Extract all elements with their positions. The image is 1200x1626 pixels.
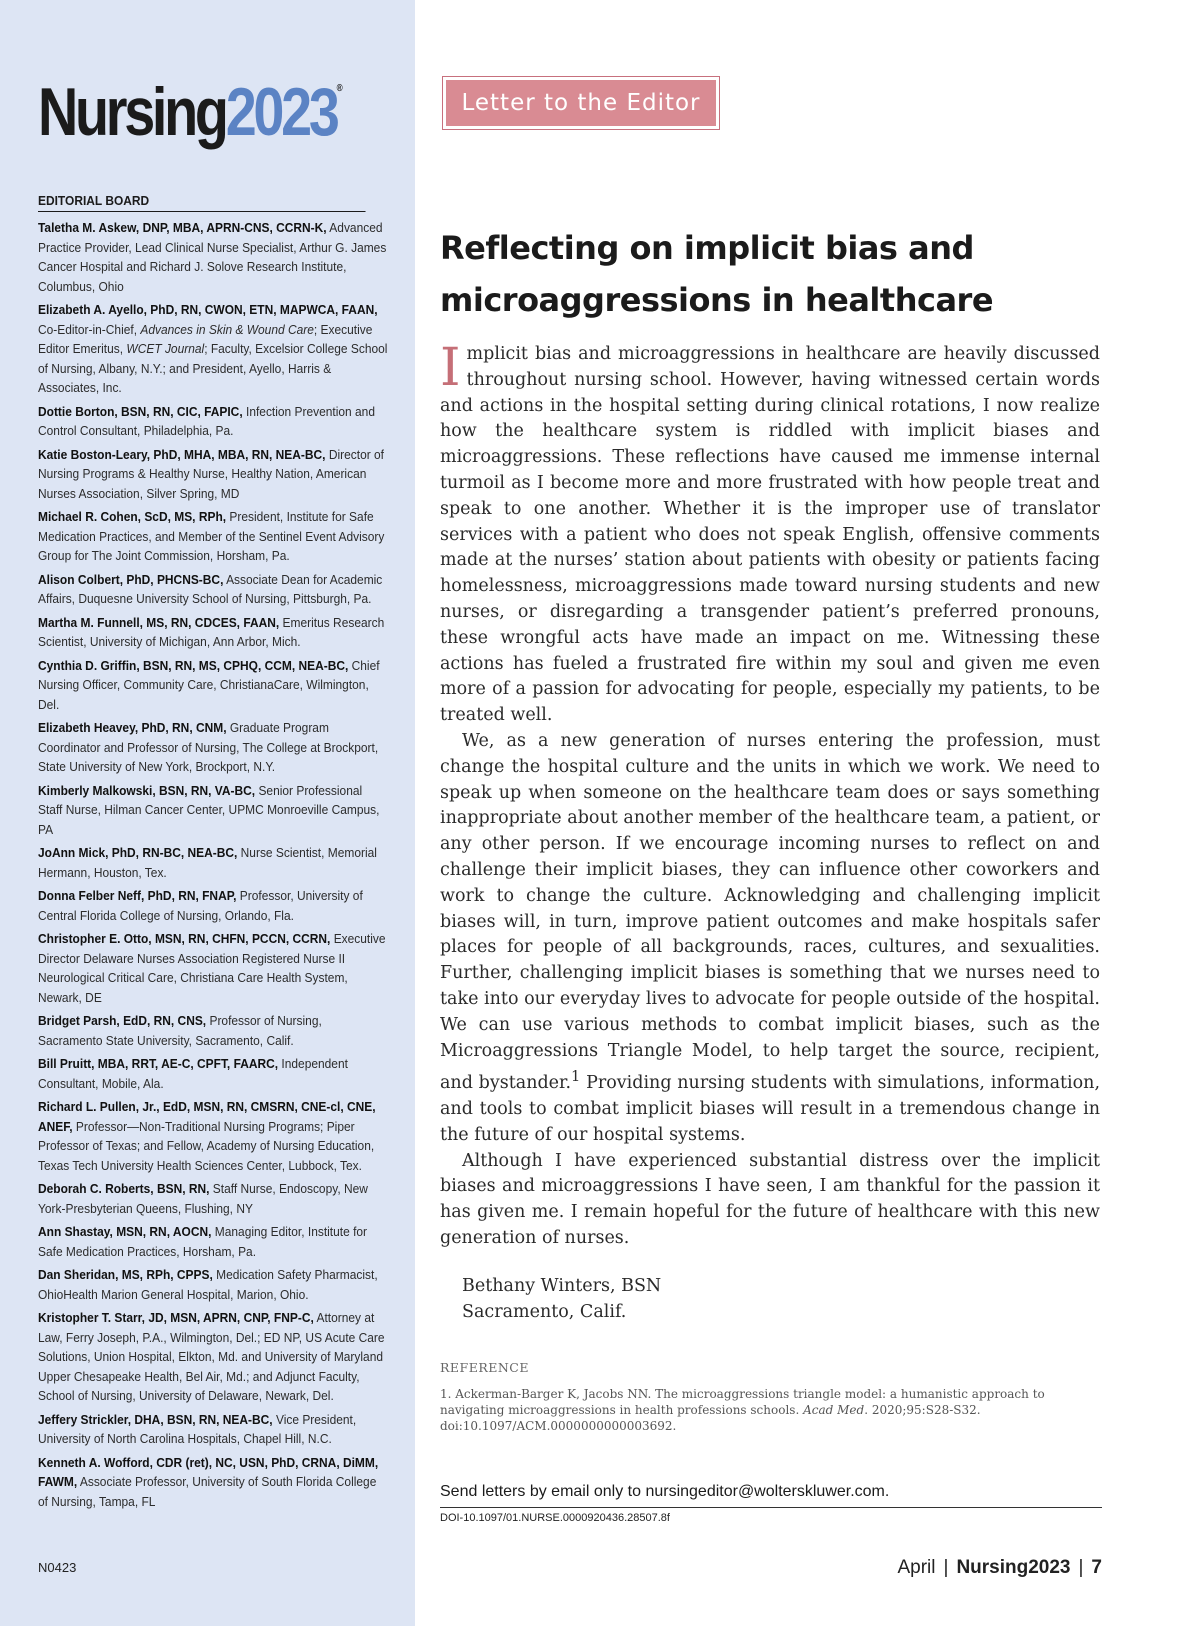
board-member (38, 613, 388, 652)
footer-journal: Nursing2023 (956, 1557, 1071, 1578)
reference-section (440, 1360, 1060, 1434)
page-footer (897, 1557, 1102, 1579)
board-member (38, 218, 388, 296)
member-details: Executive Director Delaware Nurses Association Registered Nurse II Neurological Critical Care, Christiana Care Health System, Newark, DE (38, 931, 386, 1005)
paragraph-text: mplicit bias and microaggressions in healthcare are heavily discussed throughout nursing school. However, having witnessed certain words and actions in the hospital setting during clinical rotations, I now realize how the healthcare system is riddled with implicit biases and microaggressions. These reflections have caused me immense internal turmoil as I become more and more frustrated with how people treat and speak to one another. Whether it is the improper use of translator services with a patient who does not speak English, offensive comments made at the nurses’ station about patients with obesity or patients facing homelessness, microaggressions made toward nursing students and new nurses, or disregarding a transgender patient’s preferred pronouns, these wrongful acts have made an impact on me. Witnessing these actions has fueled a frustrated fire within my soul and given me even more of a passion for advocating for people, especially my patients, to be treated well. (440, 344, 1100, 726)
reference-text: . 2020;95:S28-S32. doi:10.1097/ACM.0000000000003692. (440, 1403, 981, 1433)
board-member (38, 781, 388, 840)
reference-heading: REFERENCE (440, 1360, 529, 1375)
board-member (38, 1265, 388, 1304)
member-details: Emeritus Research Scientist, University of Michigan, Ann Arbor, Mich. (38, 614, 385, 649)
member-name: Richard L. Pullen, Jr., EdD, MSN, RN, CMSRN, CNE-cl, CNE, ANEF, (38, 1099, 376, 1134)
member-name: Michael R. Cohen, ScD, MS, RPh, (38, 509, 227, 524)
member-details: Vice President, University of North Carolina Hospitals, Chapel Hill, N.C. (38, 1411, 357, 1446)
board-member (38, 507, 388, 566)
member-details: Infection Prevention and Control Consultant, Philadelphia, Pa. (38, 403, 375, 438)
board-member (38, 1308, 388, 1406)
member-name: Alison Colbert, PhD, PHCNS-BC, (38, 571, 224, 587)
member-details: Nurse Scientist, Memorial Hermann, Houston, Tex. (38, 845, 377, 880)
board-member (38, 1410, 388, 1449)
signature-block (440, 1274, 1100, 1326)
paragraph-text: We, as a new generation of nurses entering the profession, must change the hospital culture and the units in which we work. We need to speak up when someone on the healthcare team does or says something inappropriate about another member of the healthcare team, a patient, or any other person. If we encourage incoming nurses to reflect on and challenge their implicit biases, they can influence other coworkers and work to change the culture. Acknowledging and challenging implicit biases will, in turn, improve patient outcomes and make hospitals safer places for people of all backgrounds, races, cultures, and sexualities. Further, challenging implicit biases is something that we nurses need to take into our everyday lives to advocate for people outside of the hospital. We can use various methods to combat implicit biases, such as the Microaggressions Triangle Model, to help target the source, recipient, and bystander. (440, 730, 1100, 1094)
member-details: Chief Nursing Officer, Community Care, ChristianaCare, Wilmington, Del. (38, 657, 380, 712)
page-number: 7 (1091, 1557, 1102, 1578)
logo-year: 2023 (225, 74, 337, 150)
member-details: Graduate Program Coordinator and Professor of Nursing, The College at Brockport, State University of New York, Brockport, N.Y. (38, 720, 379, 774)
article-paragraph (440, 729, 1100, 1149)
member-details: Professor—Non-Traditional Nursing Programs; Piper Professor of Texas; and Fellow, Academy of Nursing Education, Texas Tech University Health Sciences Center, Lubbock, Tex. (38, 1118, 375, 1173)
letters-instructions: Send letters by email only to nursingeditor@wolterskluwer.com. (440, 1483, 1102, 1508)
member-name: Donna Felber Neff, PhD, RN, FNAP, (38, 888, 237, 903)
member-details: President, Institute for Safe Medication Practices, and Member of the Sentinel Event Advisory Group for The Joint Commission, Horsham, Pa. (38, 509, 385, 563)
article-title: Reflecting on implicit bias and microaggressions in healthcare (440, 229, 994, 319)
member-name: Katie Boston-Leary, PhD, MHA, MBA, RN, NEA-BC, (38, 446, 326, 462)
editorial-board-heading: EDITORIAL BOARD (38, 193, 366, 212)
section-badge-label: Letter to the Editor (446, 80, 716, 126)
board-member (38, 1011, 388, 1050)
board-member (38, 1179, 388, 1218)
editorial-sidebar (0, 0, 415, 1626)
member-name: Kristopher T. Starr, JD, MSN, APRN, CNP, FNP-C, (38, 1310, 314, 1325)
member-details: ; Faculty, Excelsior College School of Nursing, Albany, N.Y.; and President, Ayello, Harris & Associates, Inc. (38, 341, 388, 395)
board-member (38, 1054, 388, 1093)
article-paragraph: Although I have experienced substantial distress over the implicit biases and microaggressions I have seen, I am thankful for the passion it has given me. I remain hopeful for the future of healthcare with this new generation of nurses. (440, 1150, 1100, 1248)
article-paragraph (440, 338, 1100, 729)
author-location: Sacramento, Calif. (462, 1301, 627, 1322)
member-name: Cynthia D. Griffin, BSN, RN, MS, CPHQ, CCM, NEA-BC, (38, 657, 349, 673)
member-name: Dan Sheridan, MS, RPh, CPPS, (38, 1267, 213, 1282)
logo-mark: ® (336, 83, 343, 94)
member-details: Attorney at Law, Ferry Joseph, P.A., Wilmington, Del.; ED NP, US Acute Care Solutions, Union Hospital, Elkton, Md. and University of Maryland Upper Chesapeake Health, Bel Air, Md.; and Adjunct Faculty, School of Nursing, University of Delaware, Newark, Del. (38, 1310, 385, 1403)
member-name: Jeffery Strickler, DHA, BSN, RN, NEA-BC, (38, 1411, 273, 1427)
issue-code: N0423 (38, 1560, 77, 1575)
member-details: Director of Nursing Programs & Healthy Nurse, Healthy Nation, American Nurses Association, Silver Spring, MD (38, 446, 385, 501)
board-member (38, 402, 388, 441)
member-name: Kenneth A. Wofford, CDR (ret), NC, USN, PhD, CRNA, DiMM, FAWM, (38, 1454, 379, 1489)
board-member (38, 1222, 388, 1261)
member-name: Martha M. Funnell, MS, RN, CDCES, FAAN, (38, 614, 280, 630)
member-details: Managing Editor, Institute for Safe Medication Practices, Horsham, Pa. (38, 1224, 368, 1259)
member-name: Bridget Parsh, EdD, RN, CNS, (38, 1013, 207, 1028)
member-details: Medication Safety Pharmacist, OhioHealth Marion General Hospital, Marion, Ohio. (38, 1267, 378, 1302)
member-details: Advanced Practice Provider, Lead Clinical Nurse Specialist, Arthur G. James Cancer Hospital and Richard J. Solove Research Institute, Columbus, Ohio (38, 220, 387, 294)
member-publication: WCET Journal (126, 341, 205, 356)
journal-logo (38, 74, 343, 150)
member-name: Dottie Borton, BSN, RN, CIC, FAPIC, (38, 403, 243, 419)
reference-text: 1. Ackerman-Barger K, Jacobs NN. The microaggressions triangle model: a humanistic approach to navigating microaggressions in health professions schools. (440, 1387, 1045, 1417)
member-details: ; Executive Editor Emeritus, (38, 321, 373, 356)
member-name: Kimberly Malkowski, BSN, RN, VA-BC, (38, 782, 256, 798)
board-member (38, 1097, 388, 1175)
member-details: Professor of Nursing, Sacramento State University, Sacramento, Calif. (38, 1013, 322, 1048)
member-details: Independent Consultant, Mobile, Ala. (38, 1056, 348, 1091)
board-member (38, 843, 388, 882)
board-member (38, 300, 388, 398)
article-body (440, 338, 1101, 1325)
footer-month: April (897, 1557, 936, 1578)
reference-journal: Acad Med (803, 1403, 865, 1417)
reference-item (440, 1386, 1060, 1434)
member-details: Professor, University of Central Florida College of Nursing, Orlando, Fla. (38, 888, 363, 923)
member-details: Associate Professor, University of South Florida College of Nursing, Tampa, FL (38, 1474, 377, 1509)
member-name: Elizabeth Heavey, PhD, RN, CNM, (38, 720, 227, 735)
doi-line: DOI-10.1097/01.NURSE.0000920436.28507.8f (440, 1512, 670, 1524)
member-details: Associate Dean for Academic Affairs, Duquesne University School of Nursing, Pittsburgh, Pa. (38, 571, 383, 606)
member-name: Taletha M. Askew, DNP, MBA, APRN-CNS, CCRN-K, (38, 220, 327, 235)
drop-cap: I (440, 338, 461, 398)
board-member (38, 445, 388, 504)
logo-word: Nursing (38, 74, 226, 150)
member-name: Ann Shastay, MSN, RN, AOCN, (38, 1224, 212, 1239)
board-member (38, 1453, 388, 1512)
member-details: Staff Nurse, Endoscopy, New York-Presbyterian Queens, Flushing, NY (38, 1181, 368, 1216)
member-name: Elizabeth A. Ayello, PhD, RN, CWON, ETN, MAPWCA, FAAN, (38, 302, 378, 317)
member-details: Co-Editor-in-Chief, (38, 321, 138, 337)
member-details: Senior Professional Staff Nurse, Hilman Cancer Center, UPMC Monroeville Campus, PA (38, 782, 380, 837)
board-member (38, 929, 388, 1007)
citation-marker: 1 (571, 1068, 581, 1086)
member-publication: Advances in Skin & Wound Care (140, 321, 314, 337)
board-member (38, 886, 388, 925)
paragraph-text: Providing nursing students with simulations, information, and tools to combat implicit biases will result in a tremendous change in the future of our hospital systems. (440, 1073, 1101, 1145)
editorial-board-list (38, 218, 388, 1515)
author-name: Bethany Winters, BSN (462, 1275, 662, 1296)
footer-separator: | (1078, 1557, 1084, 1578)
board-member (38, 718, 388, 777)
section-badge (442, 76, 720, 130)
board-member (38, 570, 388, 609)
footer-separator: | (943, 1557, 949, 1578)
member-name: JoAnn Mick, PhD, RN-BC, NEA-BC, (38, 845, 238, 860)
board-member (38, 656, 388, 715)
member-name: Bill Pruitt, MBA, RRT, AE-C, CPFT, FAARC, (38, 1056, 279, 1071)
member-name: Deborah C. Roberts, BSN, RN, (38, 1181, 210, 1196)
member-name: Christopher E. Otto, MSN, RN, CHFN, PCCN, CCRN, (38, 931, 331, 946)
